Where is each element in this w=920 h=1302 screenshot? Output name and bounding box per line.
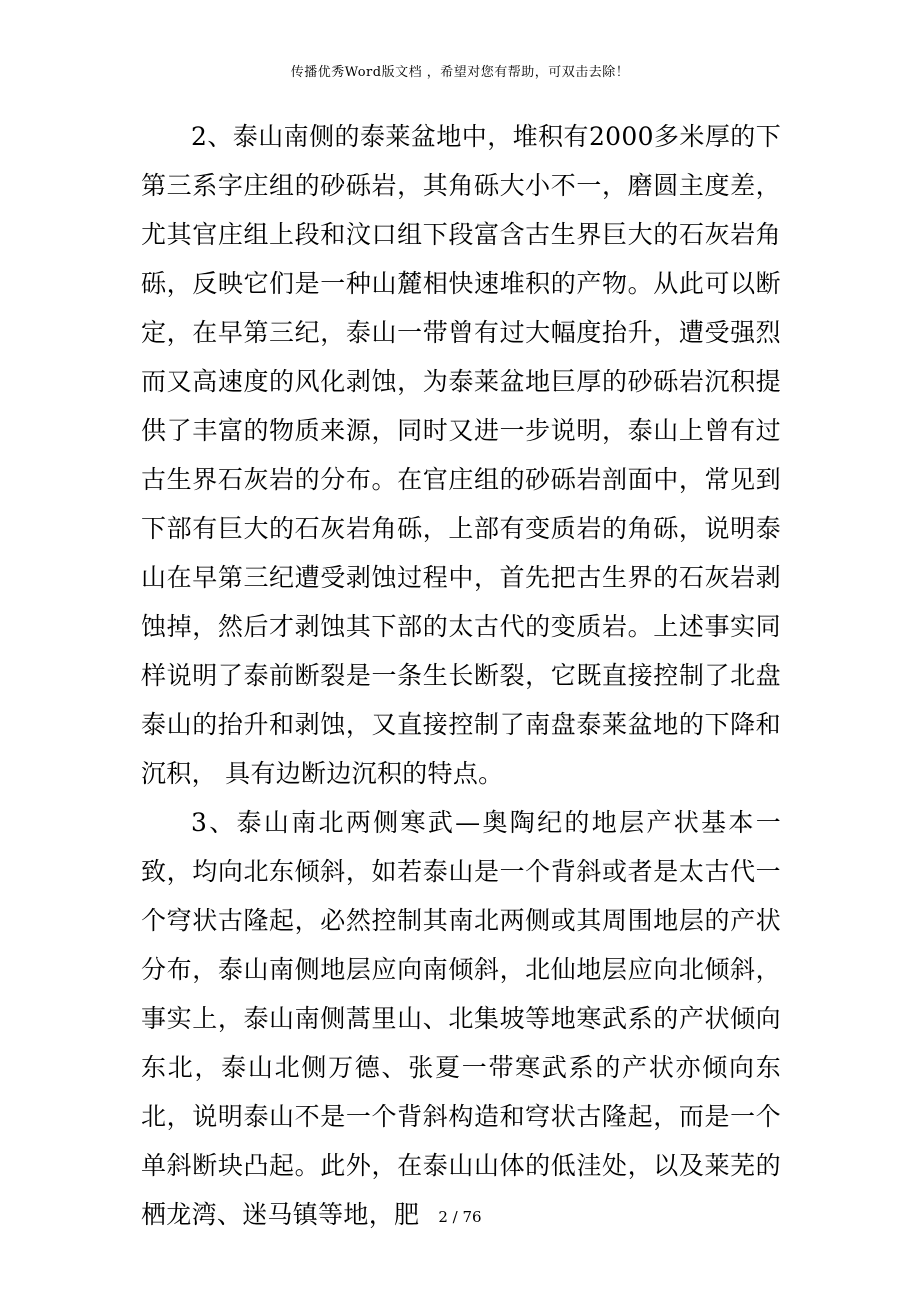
page-header: 传播优秀Word版文档 ，希望对您有帮助，可双击去除！ bbox=[290, 65, 630, 80]
document-body bbox=[141, 112, 781, 1239]
paragraph-3: 3、泰山南北两侧寒武—奥陶纪的地层产状基本一致，均向北东倾斜，如若泰山是一个背斜或者是太古代一个穹状古隆起，必然控制其南北两侧或其周围地层的产状分布，泰山南侧地层应向南倾斜，北仙地层应向北倾斜，事实上，泰山南侧蒿里山、北集坡等地寒武系的产状倾向东北，泰山北侧万德、张夏一带寒武系的产状亦倾向东北，说明泰山不是一个背斜构造和穹状古隆起，而是一个单斜断块凸起。此外，在泰山山体的低洼处，以及莱芜的栖龙湾、迷马镇等地，肥 bbox=[141, 808, 781, 1229]
paragraph-2: 2、泰山南侧的泰莱盆地中，堆积有2000多米厚的下第三系字庄组的砂砾岩，其角砾大小不一，磨圆主度差，尤其官庄组上段和汶口组下段富含古生界巨大的石灰岩角砾，反映它们是一种山麓相快速堆积的产物。从此可以断定，在早第三纪，泰山一带曾有过大幅度抬升，遭受强烈而又高速度的风化剥蚀，为泰莱盆地巨厚的砂砾岩沉积提供了丰富的物质来源，同时又进一步说明，泰山上曾有过古生界石灰岩的分布。在官庄组的砂砾岩剖面中，常见到下部有巨大的石灰岩角砾，上部有变质岩的角砾，说明泰山在早第三纪遭受剥蚀过程中，首先把古生界的石灰岩剥蚀掉，然后才剥蚀其下部的太古代的变质岩。上述事实同样说明了泰前断裂是一条生长断裂，它既直接控制了北盘泰山的抬升和剥蚀，又直接控制了南盘泰莱盆地的下降和沉积， 具有边断边沉积的特点。 bbox=[141, 122, 781, 788]
page-number: 2 / 76 bbox=[438, 1208, 482, 1226]
